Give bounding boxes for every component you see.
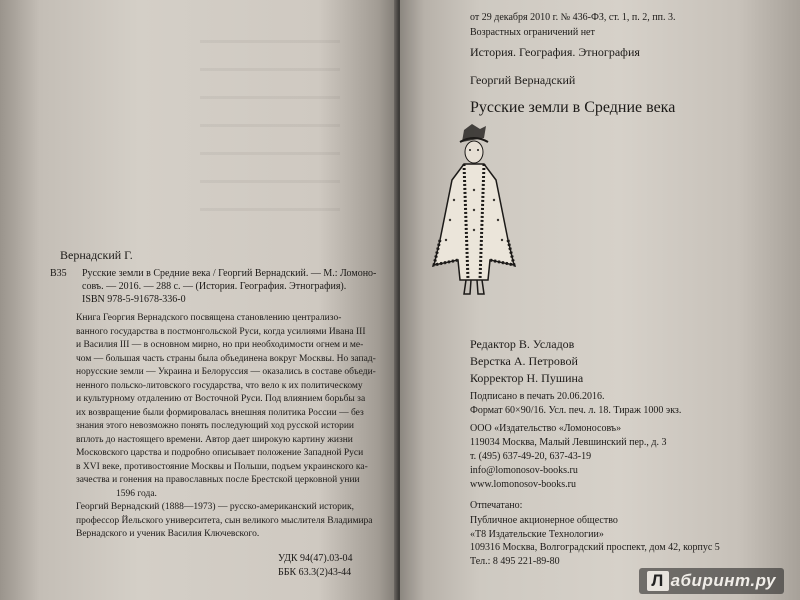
bbk-code: ББК 63.3(2)43-44 (278, 567, 352, 578)
annotation-line: ненного польско-литовского государства, что вело к их политическому (76, 380, 363, 391)
annotation-line: Книга Георгия Вернадского посвящена становлению централизо- (76, 313, 342, 323)
bibliographic-line-2: совъ. — 2016. — 288 с. — (История. География. Этнография). (82, 281, 347, 292)
catalog-author-heading: Вернадский Г. (60, 248, 133, 262)
book-title: Русские земли в Средние века (470, 99, 676, 116)
labirint-watermark (639, 568, 784, 594)
annotation-line: знания этого невозможно понять последующий ход русской истории (76, 421, 355, 431)
publisher-address: 119034 Москва, Малый Левшинский пер., д. 3 (470, 437, 667, 448)
author-bio (76, 501, 373, 542)
legal-line-1: от 29 декабря 2010 г. № 436-ФЗ, ст. 1, п. 2, пп. 3. (470, 12, 676, 23)
annotation (76, 312, 376, 501)
author-bio-line: профессор Йельского университета, сын великого мыслителя Владимира (76, 515, 373, 526)
printer-line: 109316 Москва, Волгоградский проспект, дом 42, корпус 5 (470, 542, 720, 553)
series-name: История. География. Этнография (470, 45, 640, 59)
boyar-figure-illustration (424, 120, 524, 300)
print-format: Формат 60×90/16. Усл. печ. л. 18. Тираж 1000 экз. (470, 405, 682, 416)
annotation-line: Московского царства и подробно описывает положение Западной Руси (76, 448, 364, 458)
credit-layout: Верстка А. Петровой (470, 354, 578, 368)
annotation-line: чом — большая часть страны была объединена вокруг Москвы. Но запад- (76, 353, 376, 364)
catalog-code: В35 (50, 268, 67, 279)
annotation-line: в XVI веке, противостояние Москвы и Польши, подъем украинского ка- (76, 461, 368, 472)
print-info (470, 390, 681, 418)
printed-by-label: Отпечатано: (470, 500, 523, 511)
isbn: ISBN 978-5-91678-336-0 (82, 294, 186, 305)
publisher-name: ООО «Издательство «Ломоносовъ» (470, 423, 622, 434)
annotation-line: их возвращение были формировалась внешняя политика России — без (76, 407, 364, 418)
printer-line: Публичное акционерное общество (470, 515, 618, 526)
annotation-line: и Василия III — в основном мирно, но при необходимости огнем и ме- (76, 340, 364, 350)
age-restriction: Возрастных ограничений нет (470, 27, 595, 38)
annotation-line: зачества и гонения на православных после Брестской церковной унии (76, 475, 360, 485)
credits (470, 336, 583, 387)
book-author: Георгий Вернадский (470, 73, 576, 87)
left-page (0, 0, 398, 600)
credit-proofreader: Корректор Н. Пушина (470, 371, 584, 385)
print-date: Подписано в печать 20.06.2016. (470, 391, 605, 402)
annotation-line: ванного государства в постмонгольской Руси, когда усилиями Ивана III (76, 326, 366, 337)
printer-line: «Т8 Издательские Технологии» (470, 528, 604, 540)
watermark-text: абиринт.ру (670, 571, 776, 590)
publisher-info (470, 422, 666, 492)
annotation-line: норусские земли — Украина и Белоруссия — оказались в составе объеди- (76, 367, 376, 377)
udk-code: УДК 94(47).03-04 (278, 553, 353, 564)
show-through-text (200, 40, 340, 220)
publisher-phone: т. (495) 637-49-20, 637-43-19 (470, 451, 592, 462)
watermark-logo-letter: Л (647, 571, 669, 591)
publisher-email: info@lomonosov-books.ru (470, 465, 578, 476)
author-bio-line: Георгий Вернадский (1888—1973) — русско-американский историк, (76, 502, 354, 512)
author-bio-line: Вернадского и ученик Василия Ключевского. (76, 529, 260, 539)
printer-info (470, 514, 720, 568)
publisher-website: www.lomonosov-books.ru (470, 479, 577, 490)
annotation-line: вплоть до настоящего времени. Автор дает широкую картину жизни (76, 434, 353, 445)
right-page (400, 0, 800, 600)
printer-line: Тел.: 8 495 221-89-80 (470, 555, 560, 567)
bibliographic-line-1: Русские земли в Средние века / Георгий Вернадский. — М.: Ломоно- (82, 268, 377, 279)
annotation-line: и культурному отдалению от Восточной Руси. Под влиянием борьбы за (76, 394, 366, 404)
annotation-line: 1596 года. (116, 488, 157, 499)
credit-editor: Редактор В. Усладов (470, 337, 575, 351)
